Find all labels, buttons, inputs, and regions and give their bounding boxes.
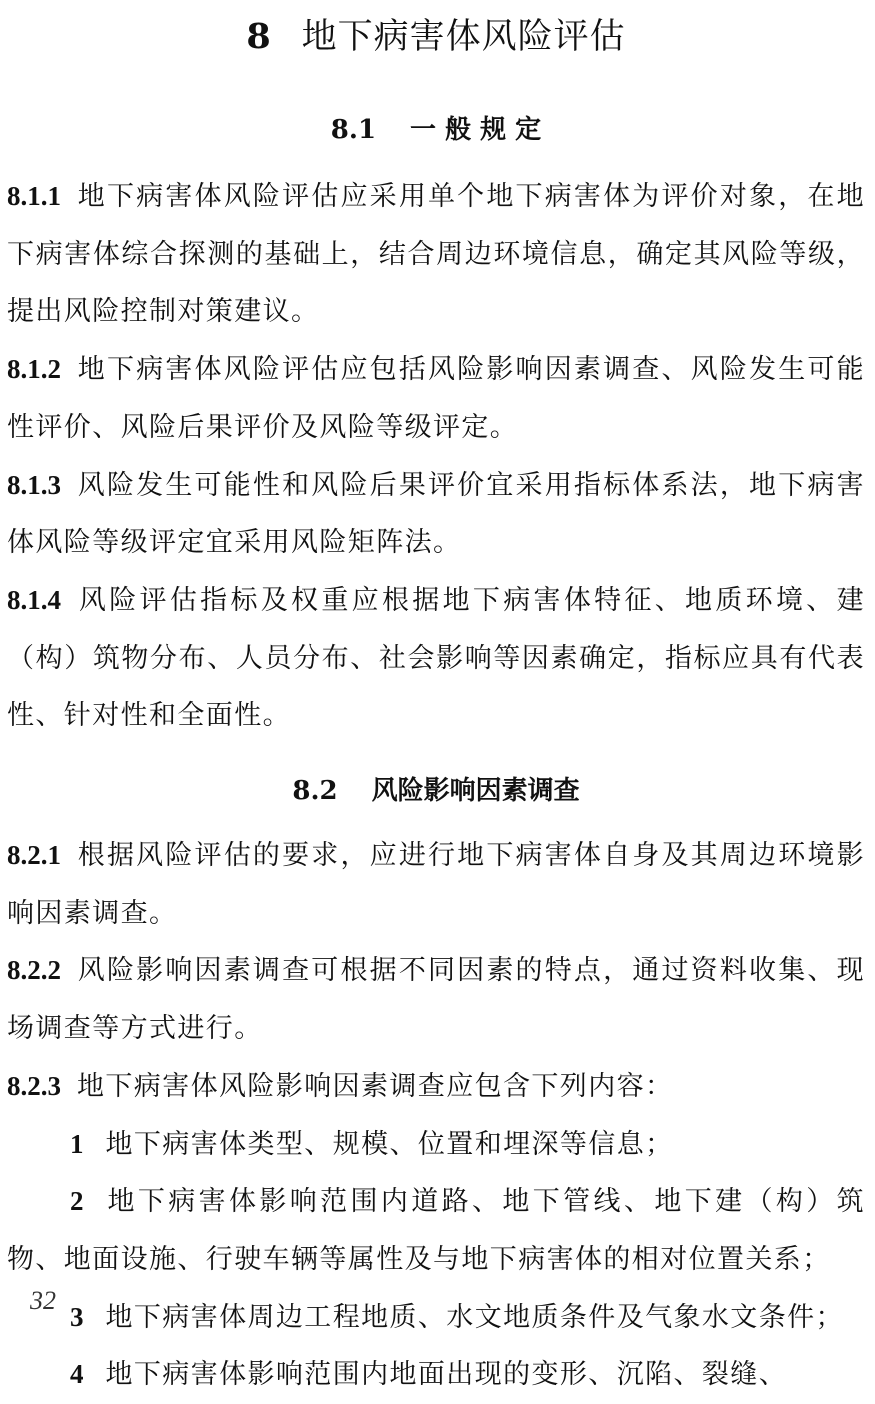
section-number: 8.2: [292, 776, 338, 807]
clause-paragraph: [7, 827, 865, 942]
clause-paragraph: [7, 942, 865, 1057]
clause-number: 8.2.2: [7, 955, 61, 986]
clause-number: 8.2.3: [7, 1070, 61, 1101]
clause-text: 风险影响因素调查可根据不同因素的特点，通过资料收集、现场调查等方式进行。: [7, 955, 865, 1045]
clause-number: 8.1.2: [7, 354, 61, 385]
clause-paragraph: [7, 168, 865, 341]
clause-text: 地下病害体风险评估应采用单个地下病害体为评价对象，在地下病害体综合探测的基础上，结合周边环境信息，确定其风险等级，提出风险控制对策建议。: [7, 181, 865, 328]
clause-paragraph: [7, 341, 865, 456]
list-item-number: 4: [70, 1359, 84, 1390]
chapter-title: [7, 0, 865, 66]
chapter-number: 8: [246, 16, 272, 57]
list-item-text: 地下病害体影响范围内地面出现的变形、沉陷、裂缝、: [105, 1359, 788, 1391]
list-item-number: 1: [70, 1128, 84, 1159]
clause-number: 8.1.4: [7, 584, 61, 615]
clause-text: 风险发生可能性和风险后果评价宜采用指标体系法，地下病害体风险等级评定宜采用风险矩阵法。: [7, 469, 865, 559]
list-item-text: 地下病害体类型、规模、位置和埋深等信息；: [105, 1128, 674, 1160]
list-item-number: 3: [70, 1301, 84, 1332]
section-title-text: 一 般 规 定: [410, 115, 542, 145]
list-item-number: 2: [70, 1186, 84, 1217]
list-item: [7, 1289, 865, 1347]
chapter-title-text: 地下病害体风险评估: [301, 17, 626, 57]
list-item: [7, 1346, 865, 1404]
clause-number: 8.1.3: [7, 469, 61, 500]
clause-paragraph: [7, 572, 865, 745]
list-item-text: 地下病害体影响范围内道路、地下管线、地下建（构）筑物、地面设施、行驶车辆等属性及与地下病害体的相对位置关系；: [7, 1186, 865, 1275]
clause-number: 8.1.1: [7, 181, 61, 211]
clause-text: 地下病害体风险影响因素调查应包含下列内容：: [77, 1070, 674, 1102]
clause-text: 风险评估指标及权重应根据地下病害体特征、地质环境、建（构）筑物分布、人员分布、社会影响等因素确定，指标应具有代表性、针对性和全面性。: [7, 584, 865, 732]
section-title-text: 风险影响因素调查: [371, 776, 580, 807]
clause-paragraph: [7, 457, 865, 572]
page-number: 32: [30, 1286, 56, 1315]
clause-paragraph: [7, 1058, 865, 1116]
list-item-text: 地下病害体周边工程地质、水文地质条件及气象水文条件；: [105, 1301, 844, 1333]
list-item: [7, 1173, 865, 1288]
clause-number: 8.2.1: [7, 840, 61, 871]
section-title: [7, 771, 865, 811]
section-title: [7, 110, 865, 150]
list-item: [7, 1116, 865, 1174]
section-number: 8.1: [330, 115, 377, 145]
clause-text: 地下病害体风险评估应包括风险影响因素调查、风险发生可能性评价、风险后果评价及风险等级评定。: [7, 354, 865, 443]
clause-text: 根据风险评估的要求，应进行地下病害体自身及其周边环境影响因素调查。: [7, 840, 865, 929]
